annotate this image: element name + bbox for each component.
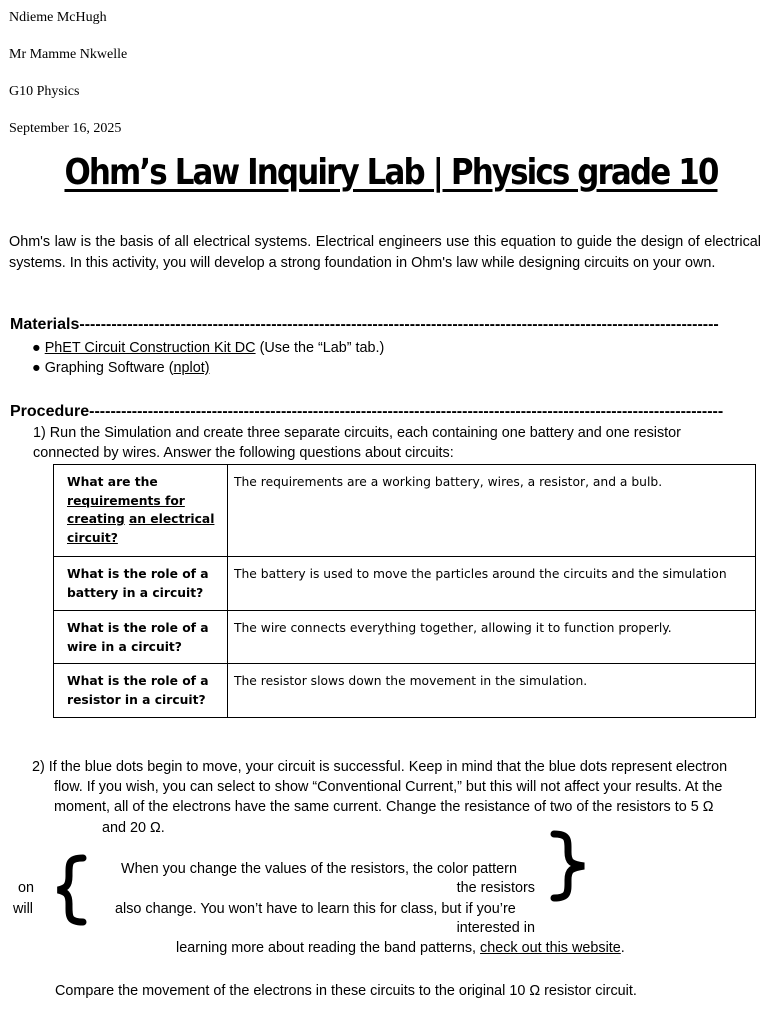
step1-line: connected by wires. Answer the following questions about circuits: [33,445,454,461]
question-text: circuit? [67,530,118,545]
course-name: G10 Physics [9,84,80,99]
aside-line: also change. You won’t have to learn this for class, but if you’re [115,901,516,917]
question-cell [54,465,228,557]
question-cell: What is the role of a battery in a circuit? [54,557,228,611]
table-row [54,611,756,664]
teacher-name: Mr Mamme Nkwelle [9,47,128,62]
compare-paragraph: Compare the movement of the electrons in these circuits to the original 10 Ω resistor circuit. [55,983,637,999]
left-brace-icon [50,854,90,926]
step2-line: and 20 Ω. [102,820,165,836]
step2-line: moment, all of the electrons have the same current. Change the resistance of two of the resistors to 5 Ω [54,799,714,815]
table-row [54,557,756,611]
materials-heading [10,316,762,334]
question-text: creating [67,512,125,526]
answer-cell[interactable]: The requirements are a working battery, wires, a resistor, and a bulb. [228,465,756,557]
aside-left-text: on [18,880,35,896]
student-name: Ndieme McHugh [9,10,107,25]
step2-line: 2) If the blue dots begin to move, your circuit is successful. Keep in mind that the blue dots represent electron [32,759,728,775]
procedure-heading-label: Procedure [10,403,90,420]
list-item [32,340,384,356]
aside-line [176,940,625,956]
website-link[interactable]: check out this website [480,940,621,956]
step2-line: flow. If you wish, you can select to show “Conventional Current,” but this will not affect your results. At the [54,779,723,795]
procedure-heading [10,403,762,421]
date: September 16, 2025 [9,121,122,136]
question-text: an electrical [128,512,215,526]
aside-line: interested in [456,920,535,936]
nplot-link[interactable]: nplot) [173,360,210,376]
bullet-icon: ● [32,360,41,376]
table-row [54,664,756,718]
bullet-icon: ● [32,340,41,356]
materials-divider: ------------------------------------------------------------------------------------------------------------------------ [79,316,719,333]
question-cell: What is the role of a resistor in a circuit? [54,664,228,718]
intro-paragraph: Ohm's law is the basis of all electrical systems. Electrical engineers use this equation to guide the design of electrical systems. In this activity, you will develop a strong foundation in Ohm's law while designing circuits on your own. [9,234,761,271]
aside-line: the resistors [456,880,535,896]
question-text: requirements for [67,493,185,508]
list-item [32,360,209,376]
step1-line: 1) Run the Simulation and create three separate circuits, each containing one battery and one resistor [33,425,681,441]
list-item-text: Graphing Software ( [44,360,174,376]
qa-table [53,464,756,718]
aside-line: When you change the values of the resistors, the color pattern [121,861,517,877]
page-title: Ohm’s Law Inquiry Lab | Physics grade 10 [64,152,718,193]
question-cell: What is the role of a wire in a circuit? [54,611,228,664]
answer-cell[interactable]: The resistor slows down the movement in the simulation. [228,664,756,718]
question-text: What are the [67,475,158,489]
procedure-divider: ----------------------------------------------------------------------------------------------------------------------- [89,403,724,420]
phet-link[interactable]: PhET Circuit Construction Kit DC [44,340,256,356]
answer-cell[interactable]: The wire connects everything together, allowing it to function properly. [228,611,756,664]
aside-line-end: . [620,940,625,956]
materials-heading-label: Materials [10,316,80,333]
list-item-text: (Use the “Lab” tab.) [255,340,385,356]
answer-cell[interactable]: The battery is used to move the particles around the circuits and the simulation [228,557,756,611]
right-brace-icon [548,830,592,902]
aside-left-text: will [13,901,33,917]
table-row [54,465,756,557]
aside-line-text: learning more about reading the band patterns, [176,940,481,956]
